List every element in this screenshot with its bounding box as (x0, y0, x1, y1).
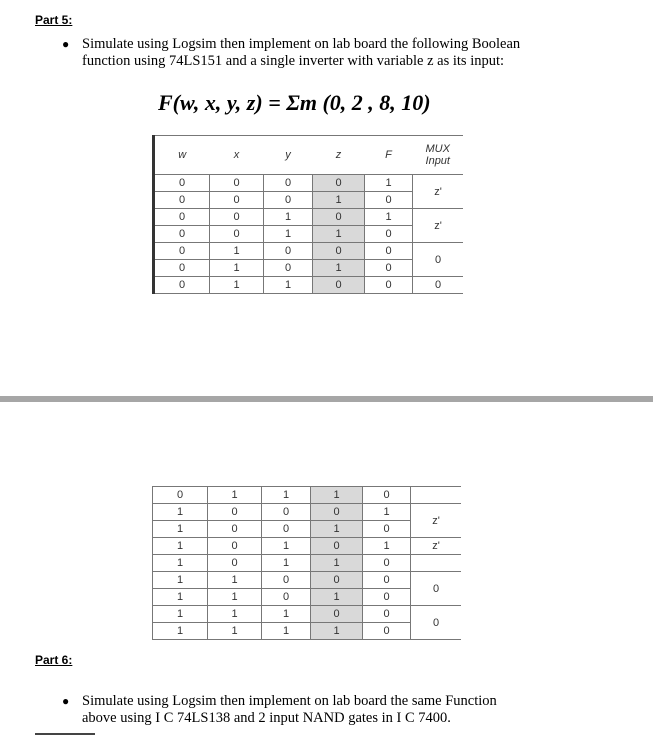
cell-y: 1 (264, 277, 313, 294)
cell-z: 1 (311, 589, 363, 606)
cell-w: 1 (153, 521, 208, 538)
cell-x: 0 (208, 521, 262, 538)
cell-f: 0 (363, 623, 411, 640)
part5-line1: Simulate using Logsim then implement on lab board the following Boolean (82, 36, 521, 52)
cell-f: 0 (365, 192, 413, 209)
cell-y: 0 (262, 589, 311, 606)
cell-w: 0 (153, 487, 208, 504)
cell-f: 0 (363, 606, 411, 623)
bullet-icon: ● (62, 37, 70, 51)
cell-f: 1 (363, 504, 411, 521)
header-z: z (313, 136, 365, 175)
cell-x: 0 (208, 504, 262, 521)
header-x: x (210, 136, 264, 175)
cell-x: 0 (210, 209, 264, 226)
cell-y: 1 (262, 487, 311, 504)
table-row (153, 572, 462, 589)
cell-x: 0 (210, 226, 264, 243)
part6-instruction (62, 693, 497, 727)
cell-x: 1 (208, 589, 262, 606)
cell-mux: 0 (411, 606, 462, 640)
cell-x: 1 (208, 623, 262, 640)
cell-x: 1 (208, 487, 262, 504)
truth-table-top (152, 135, 463, 294)
part5-instruction (62, 36, 520, 70)
cell-y: 0 (262, 504, 311, 521)
cell-x: 1 (208, 572, 262, 589)
cell-y: 1 (262, 555, 311, 572)
table-row (153, 487, 462, 504)
cell-w: 1 (153, 589, 208, 606)
cell-z: 0 (313, 277, 365, 294)
cell-w: 0 (154, 175, 210, 192)
cell-z: 1 (313, 192, 365, 209)
cell-mux: z' (411, 504, 462, 538)
section-divider (0, 396, 653, 402)
cell-y: 0 (262, 572, 311, 589)
cell-x: 1 (208, 606, 262, 623)
table-row (154, 243, 464, 260)
cell-w: 0 (154, 226, 210, 243)
cell-z: 1 (311, 521, 363, 538)
cell-y: 0 (264, 175, 313, 192)
cell-z: 0 (313, 209, 365, 226)
truth-table-bottom (152, 486, 461, 640)
bullet-icon: ● (62, 694, 70, 708)
cell-w: 0 (154, 243, 210, 260)
table-row (154, 209, 464, 226)
cell-f: 0 (365, 260, 413, 277)
cell-f: 0 (365, 277, 413, 294)
cell-y: 1 (262, 606, 311, 623)
table-row (153, 555, 462, 572)
part5-line2: function using 74LS151 and a single inverter with variable z as its input: (82, 53, 505, 69)
cell-z: 0 (313, 243, 365, 260)
cell-mux: 0 (413, 243, 464, 277)
cell-x: 0 (208, 538, 262, 555)
cell-f: 0 (363, 487, 411, 504)
cell-mux: 0 (411, 572, 462, 606)
cell-x: 0 (208, 555, 262, 572)
cell-mux: z' (413, 175, 464, 209)
cell-w: 0 (154, 260, 210, 277)
boolean-function: F(w, x, y, z) = Σm (0, 2 , 8, 10) (158, 90, 431, 115)
header-w: w (154, 136, 210, 175)
cell-y: 1 (264, 209, 313, 226)
cell-mux: 0 (413, 277, 464, 294)
cell-f: 1 (365, 209, 413, 226)
cell-w: 1 (153, 538, 208, 555)
cell-mux-empty (411, 555, 462, 572)
cell-y: 0 (264, 260, 313, 277)
cell-w: 1 (153, 572, 208, 589)
cell-z: 0 (311, 538, 363, 555)
cell-z: 0 (311, 572, 363, 589)
cell-z: 0 (311, 504, 363, 521)
table-row (153, 504, 462, 521)
cell-y: 0 (262, 521, 311, 538)
cell-mux: z' (411, 538, 462, 555)
cell-y: 1 (262, 538, 311, 555)
cell-y: 0 (264, 243, 313, 260)
table-header-row (154, 136, 464, 175)
cell-w: 0 (154, 209, 210, 226)
part6-heading: Part 6: (35, 653, 73, 667)
cell-w: 1 (153, 555, 208, 572)
cell-w: 1 (153, 606, 208, 623)
header-y: y (264, 136, 313, 175)
cell-w: 1 (153, 623, 208, 640)
cell-z: 1 (311, 623, 363, 640)
cell-w: 0 (154, 192, 210, 209)
cell-z: 0 (313, 175, 365, 192)
cell-x: 0 (210, 192, 264, 209)
cell-f: 1 (365, 175, 413, 192)
cell-x: 1 (210, 277, 264, 294)
cell-f: 0 (363, 555, 411, 572)
cell-mux-empty (411, 487, 462, 504)
cell-z: 1 (311, 487, 363, 504)
cell-x: 1 (210, 260, 264, 277)
table-row (153, 606, 462, 623)
cell-mux: z' (413, 209, 464, 243)
cell-f: 0 (363, 572, 411, 589)
cell-z: 1 (313, 226, 365, 243)
cell-w: 1 (153, 504, 208, 521)
cell-y: 0 (264, 192, 313, 209)
cell-z: 1 (311, 555, 363, 572)
part5-heading: Part 5: (35, 13, 73, 27)
cell-y: 1 (262, 623, 311, 640)
header-f: F (365, 136, 413, 175)
cell-w: 0 (154, 277, 210, 294)
cell-z: 1 (313, 260, 365, 277)
part6-line1: Simulate using Logsim then implement on lab board the same Function (82, 693, 497, 709)
table-row (154, 175, 464, 192)
cell-f: 1 (363, 538, 411, 555)
cell-z: 0 (311, 606, 363, 623)
cell-f: 0 (365, 226, 413, 243)
cell-x: 0 (210, 175, 264, 192)
cell-y: 1 (264, 226, 313, 243)
header-mux: MUX Input (413, 136, 464, 175)
cell-x: 1 (210, 243, 264, 260)
cell-f: 0 (363, 589, 411, 606)
cell-f: 0 (365, 243, 413, 260)
part6-line2: above using I C 74LS138 and 2 input NAND gates in I C 7400. (82, 710, 451, 726)
table-row (153, 538, 462, 555)
table-row (154, 277, 464, 294)
cell-f: 0 (363, 521, 411, 538)
